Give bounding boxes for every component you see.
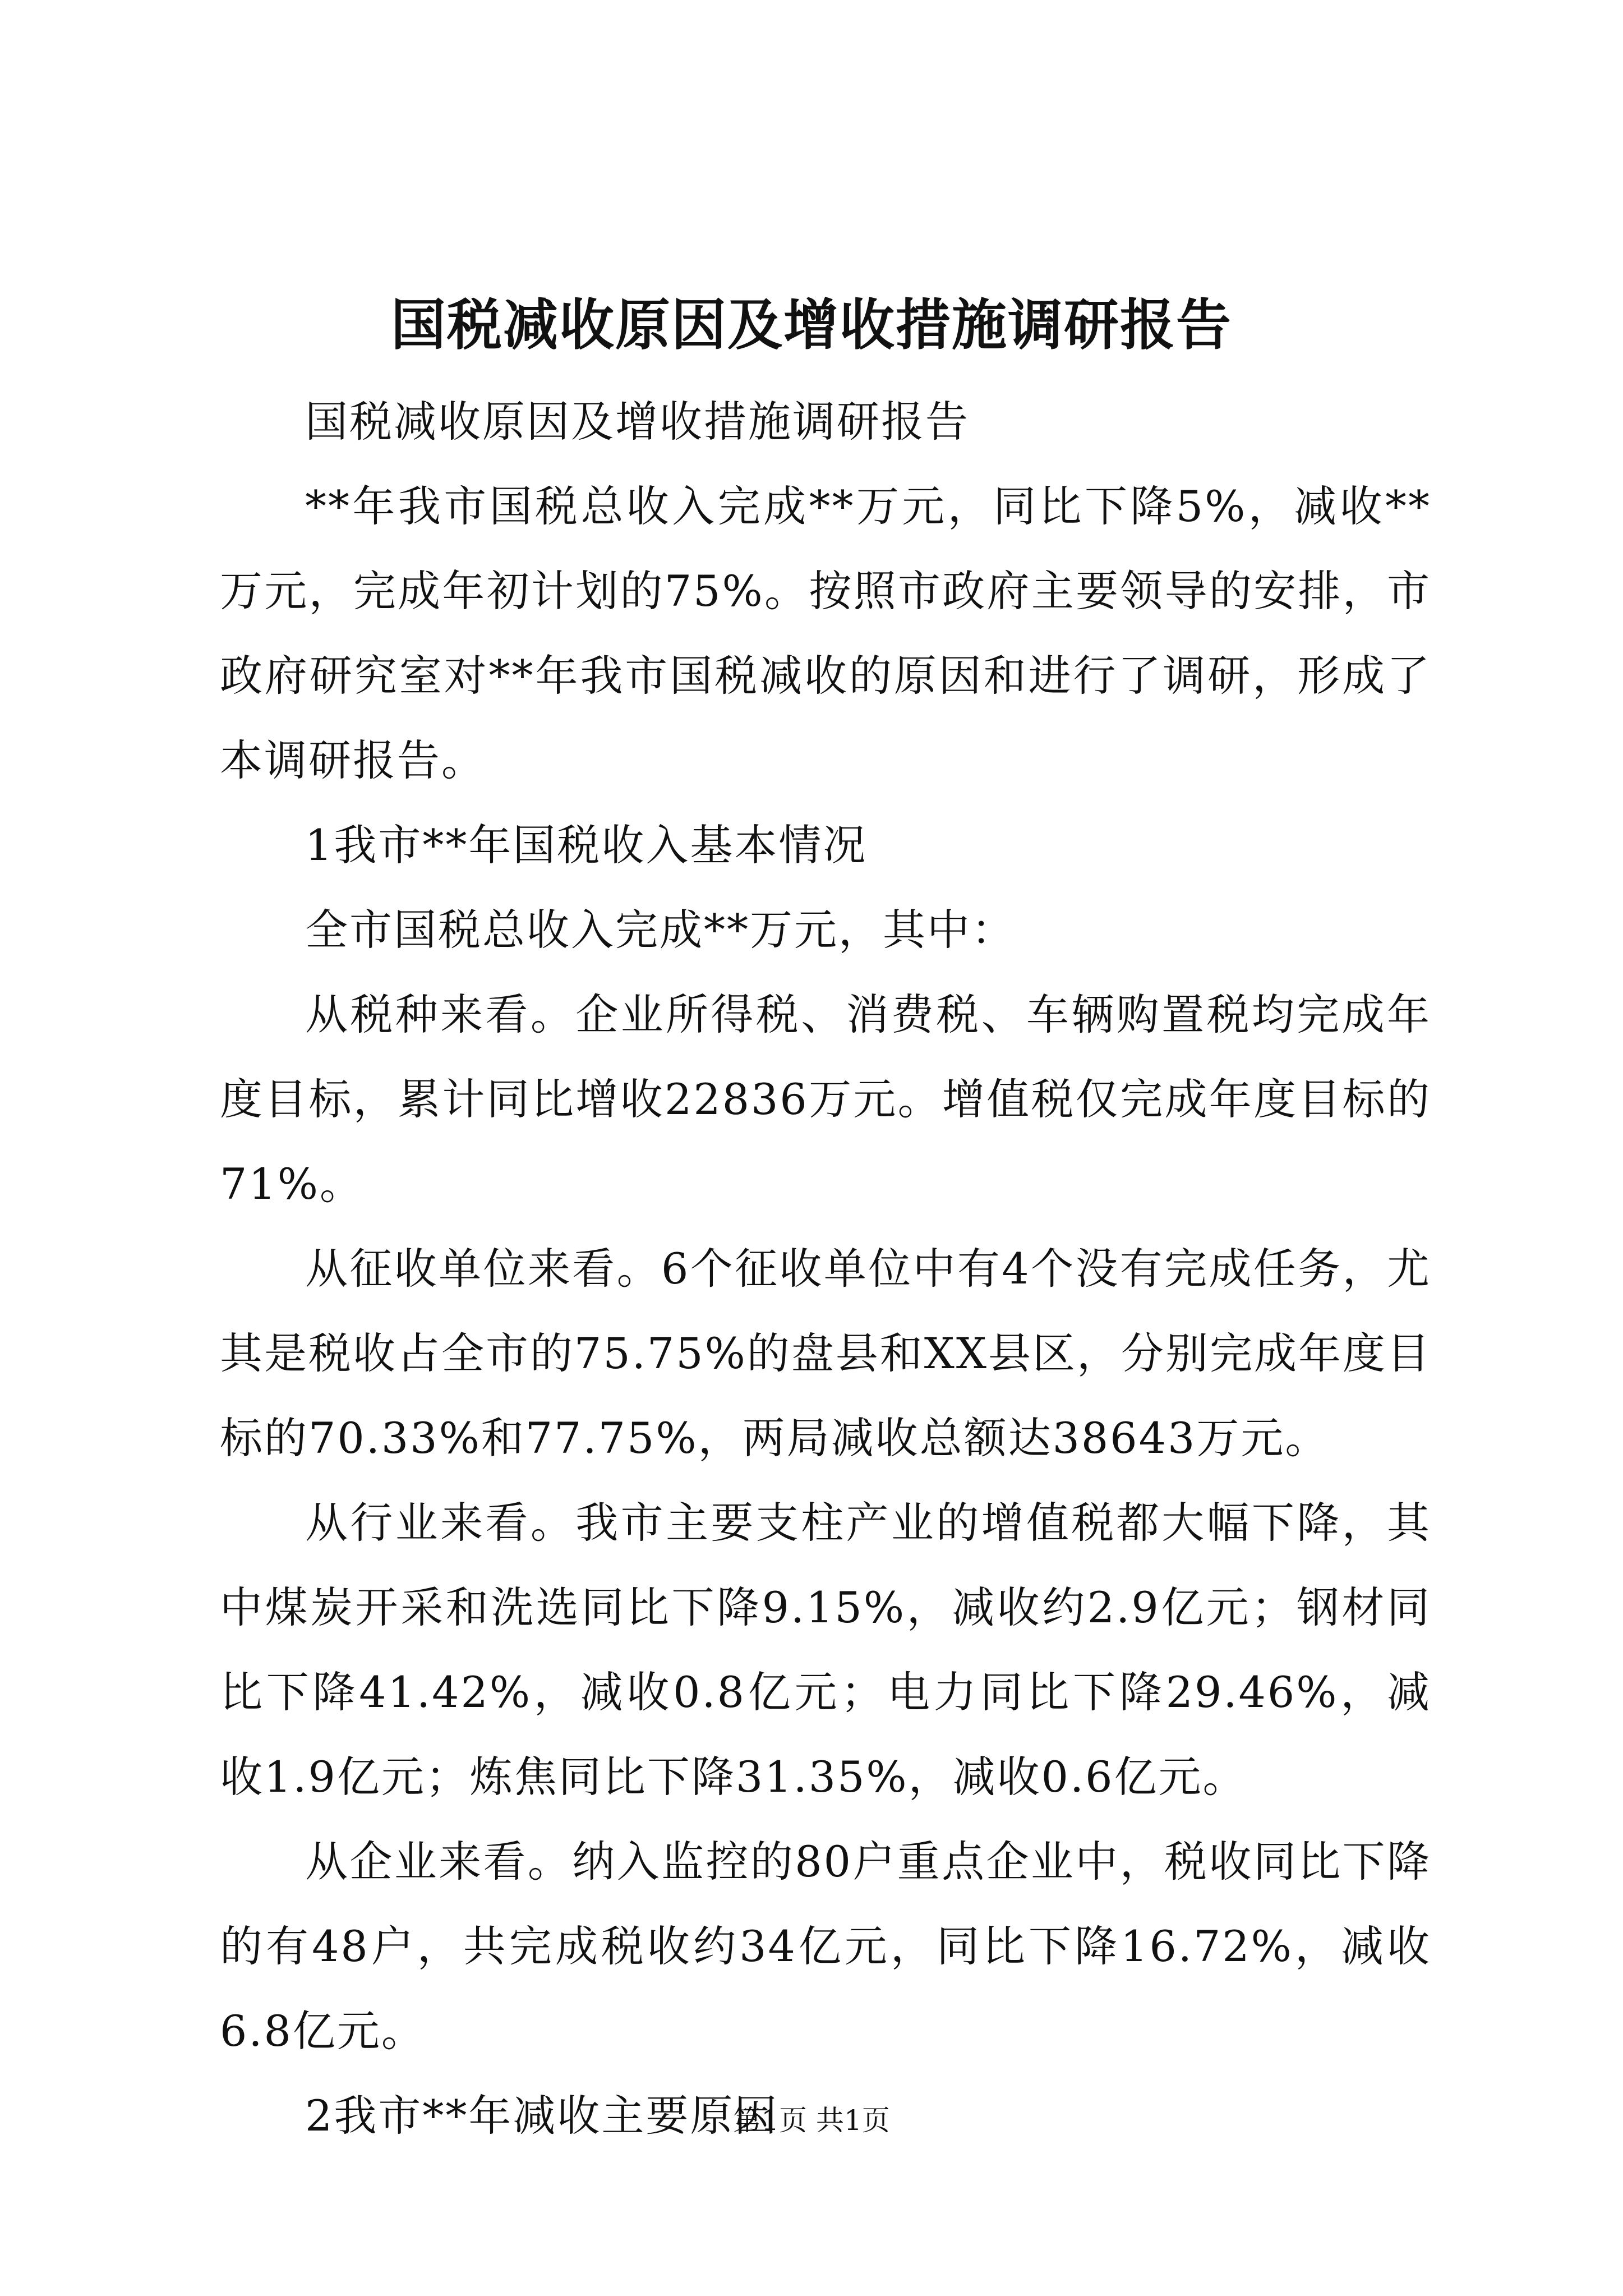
page-footer: 第1页 共1页 bbox=[733, 2104, 890, 2137]
section-heading-1: 1我市**年国税收入基本情况 bbox=[305, 820, 868, 870]
paragraph-total-revenue: 全市国税总收入完成**万元，其中： bbox=[305, 905, 1016, 955]
paragraph-by-industry: 从行业来看。我市主要支柱产业的增值税都大幅下降，其中煤炭开采和洗选同比下降9.15%，减收约2.9亿元；钢材同比下降41.42%，减收0.8亿元；电力同比下降29.46%，减收1.9亿元；炼焦同比下降31.35%，减收0.6亿元。 bbox=[220, 1498, 1431, 1802]
paragraph-by-tax-type: 从税种来看。企业所得税、消费税、车辆购置税均完成年度目标，累计同比增收22836万元。增值税仅完成年度目标的71%。 bbox=[220, 990, 1431, 1209]
paragraph-subtitle: 国税减收原因及增收措施调研报告 bbox=[305, 397, 970, 447]
paragraph-intro: **年我市国税总收入完成**万元，同比下降5%，减收**万元，完成年初计划的75%。按照市政府主要领导的安排，市政府研究室对**年我市国税减收的原因和进行了调研，形成了本调研报告。 bbox=[220, 481, 1431, 785]
section-heading-2: 2我市**年减收主要原因 bbox=[305, 2091, 779, 2141]
paragraph-by-enterprise: 从企业来看。纳入监控的80户重点企业中，税收同比下降的有48户，共完成税收约34亿元，同比下降16.72%，减收6.8亿元。 bbox=[220, 1837, 1431, 2056]
document-body bbox=[220, 379, 1431, 2158]
paragraph-by-collection-unit: 从征收单位来看。6个征收单位中有4个没有完成任务，尤其是税收占全市的75.75%的盘县和XX县区，分别完成年度目标的70.33%和77.75%，两局减收总额达38643万元。 bbox=[220, 1244, 1431, 1463]
document-title: 国税减收原因及增收措施调研报告 bbox=[390, 293, 1232, 357]
